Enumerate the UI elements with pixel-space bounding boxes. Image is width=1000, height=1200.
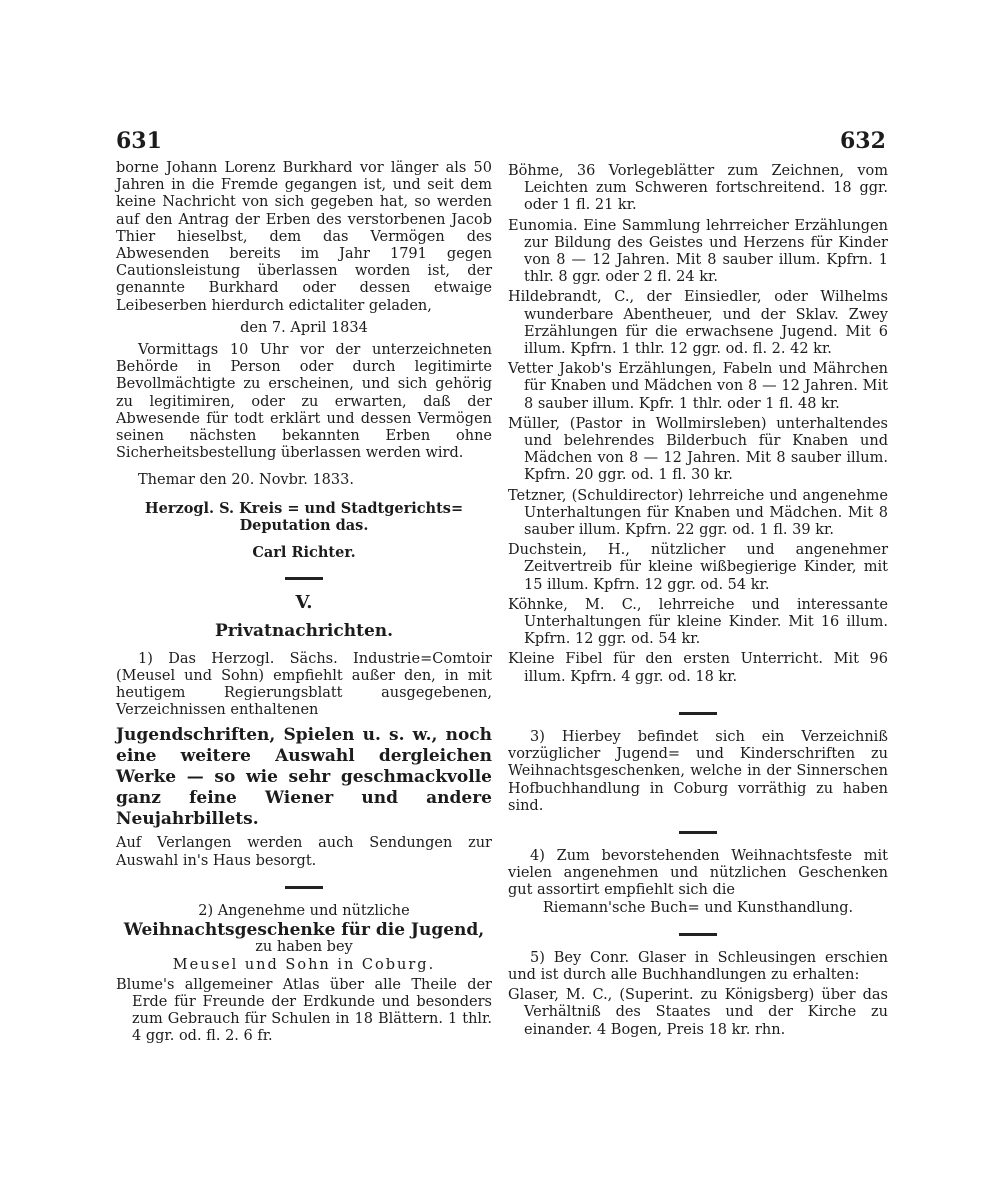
- signature: Carl Richter.: [252, 544, 356, 562]
- item-divider: [679, 933, 717, 936]
- section-title: Privatnachrichten.: [214, 621, 394, 642]
- book-entry-eunomia: Eunomia. Eine Sammlung lehrreicher Erzählungen zur Bildung des Geistes und Herzens für Kinder von 8 — 12 Jahren. Mit 8 sauber illum. Kpfrn. 1 thlr. 8 ggr. oder 2 fl. 24 kr.: [508, 217, 888, 286]
- section-number: V.: [295, 592, 313, 614]
- item-2-publisher: Meusel und Sohn in Coburg.: [172, 956, 436, 973]
- item-4-bookshop: Riemann'sche Buch= und Kunsthandlung.: [542, 899, 854, 916]
- summons-text: Vormittags 10 Uhr vor der unterzeichneten Behörde in Person oder durch legitimirte Bevollmächtigte zu erscheinen, und sich gehörig zu legitimiren, oder zu erwarten, daß der Abwesende für todt erklärt und dessen Vermögen seinen nächsten bekannten Erben ohne Sicherheitsbestellung überlassen werden wird.: [116, 342, 492, 462]
- item-2-title: Weihnachtsgeschenke für die Jugend,: [123, 920, 485, 941]
- item-2-availability: zu haben bey: [255, 939, 353, 956]
- item-divider: [679, 831, 717, 834]
- item-4-text: 4) Zum bevorstehenden Weihnachtsfeste mit vielen angenehmen und nützlichen Geschenken gut assortirt empfiehlt sich die: [508, 847, 888, 899]
- glaser-entry: Glaser, M. C., (Superint. zu Königsberg) über das Verhältniß des Staates und der Kirche zu einander. 4 Bogen, Preis 18 kr. rhn.: [508, 987, 888, 1038]
- page-number-left: 631: [116, 128, 162, 154]
- item-divider: [679, 712, 717, 715]
- item-1-tail: Auf Verlangen werden auch Sendungen zur Auswahl in's Haus besorgt.: [116, 835, 492, 869]
- book-entry-kleine-fibel: Kleine Fibel für den ersten Unterricht. Mit 96 illum. Kpfrn. 4 ggr. od. 18 kr.: [508, 651, 888, 685]
- item-2-heading: 2) Angenehme und nützliche: [198, 902, 410, 919]
- book-entry-duchstein: Duchstein, H., nützlicher und angenehmer Zeitvertreib für kleine wißbegierige Kinder, mit 15 illum. Kpfrn. 12 ggr. od. 54 kr.: [508, 542, 888, 593]
- item-divider: [285, 886, 323, 889]
- right-column: [508, 160, 888, 1039]
- book-entry-hildebrandt: Hildebrandt, C., der Einsiedler, oder Wilhelms wunderbare Abentheuer, und der Sklav. Zwey Erzählungen für die erwachsene Jugend. Mit 6 illum. Kpfrn. 1 thlr. 12 ggr. od. fl. 2. 42 kr.: [508, 289, 888, 358]
- left-column: [116, 160, 492, 1046]
- item-1-text: 1) Das Herzogl. Sächs. Industrie=Comtoir (Meusel und Sohn) empfiehlt außer den, in mit heutigem Regierungsblatt ausgegebenen, Verzeichnissen enthaltenen: [116, 650, 492, 719]
- book-entry-vetter-jakob: Vetter Jakob's Erzählungen, Fabeln und Mährchen für Knaben und Mädchen von 8 — 12 Jahren. Mit 8 sauber illum. Kpfr. 1 thlr. oder 1 fl. 48 kr.: [508, 361, 888, 412]
- book-entry-koehnke: Köhnke, M. C., lehrreiche und interessante Unterhaltungen für kleine Kinder. Mit 16 illum. Kpfrn. 12 ggr. od. 54 kr.: [508, 596, 888, 648]
- authority-line-1: Herzogl. S. Kreis = und Stadtgerichts=: [144, 499, 464, 517]
- page-number-right: 632: [840, 128, 886, 154]
- section-divider: [285, 577, 323, 580]
- item-5-text: 5) Bey Conr. Glaser in Schleusingen erschien und ist durch alle Buchhandlungen zu erhalten:: [508, 949, 888, 983]
- book-entry-boehme: Böhme, 36 Vorlegeblätter zum Zeichnen, vom Leichten zum Schweren fortschreitend. 18 ggr. oder 1 fl. 21 kr.: [508, 163, 888, 214]
- item-1-highlight: Jugendschriften, Spielen u. s. w., noch eine weitere Auswahl dergleichen Werke — so wie sehr geschmackvolle ganz feine Wiener und andere Neujahrbillets.: [116, 725, 492, 830]
- authority-line-2: Deputation das.: [239, 516, 369, 534]
- book-entry-tetzner: Tetzner, (Schuldirector) lehrreiche und angenehme Unterhaltungen für Knaben und Mädchen. Mit 8 sauber illum. Kpfrn. 22 ggr. od. 1 fl. 39 kr.: [508, 487, 888, 539]
- notice-text: borne Johann Lorenz Burkhard vor länger als 50 Jahren in die Fremde gegangen ist, und seit dem keine Nachricht von sich gegeben hat, so werden auf den Antrag der Erben des verstorbenen Jacob Thier hieselbst, dem das Vermögen des Abwesenden bereits im Jahr 1791 gegen Cautionsleistung überlassen worden ist, der genannte Burkhard oder dessen etwaige Leibeserben hierdurch edictaliter geladen,: [116, 160, 492, 314]
- place-date: Themar den 20. Novbr. 1833.: [138, 472, 354, 489]
- item-3-text: 3) Hierbey befindet sich ein Verzeichniß vorzüglicher Jugend= und Kinderschriften zu Weihnachtsgeschenken, welche in der Sinnerschen Hofbuchhandlung in Coburg vorräthig zu haben sind.: [508, 728, 888, 814]
- summons-date: den 7. April 1834: [240, 319, 368, 336]
- book-entry-mueller: Müller, (Pastor in Wollmirsleben) unterhaltendes und belehrendes Bilderbuch für Knaben und Mädchen von 8 — 12 Jahren. Mit 8 sauber illum. Kpfrn. 20 ggr. od. 1 fl. 30 kr.: [508, 415, 888, 484]
- blume-atlas-entry: Blume's allgemeiner Atlas über alle Theile der Erde für Freunde der Erdkunde und besonders zum Gebrauch für Schulen in 18 Blättern. 1 thlr. 4 ggr. od. fl. 2. 6 fr.: [116, 976, 492, 1045]
